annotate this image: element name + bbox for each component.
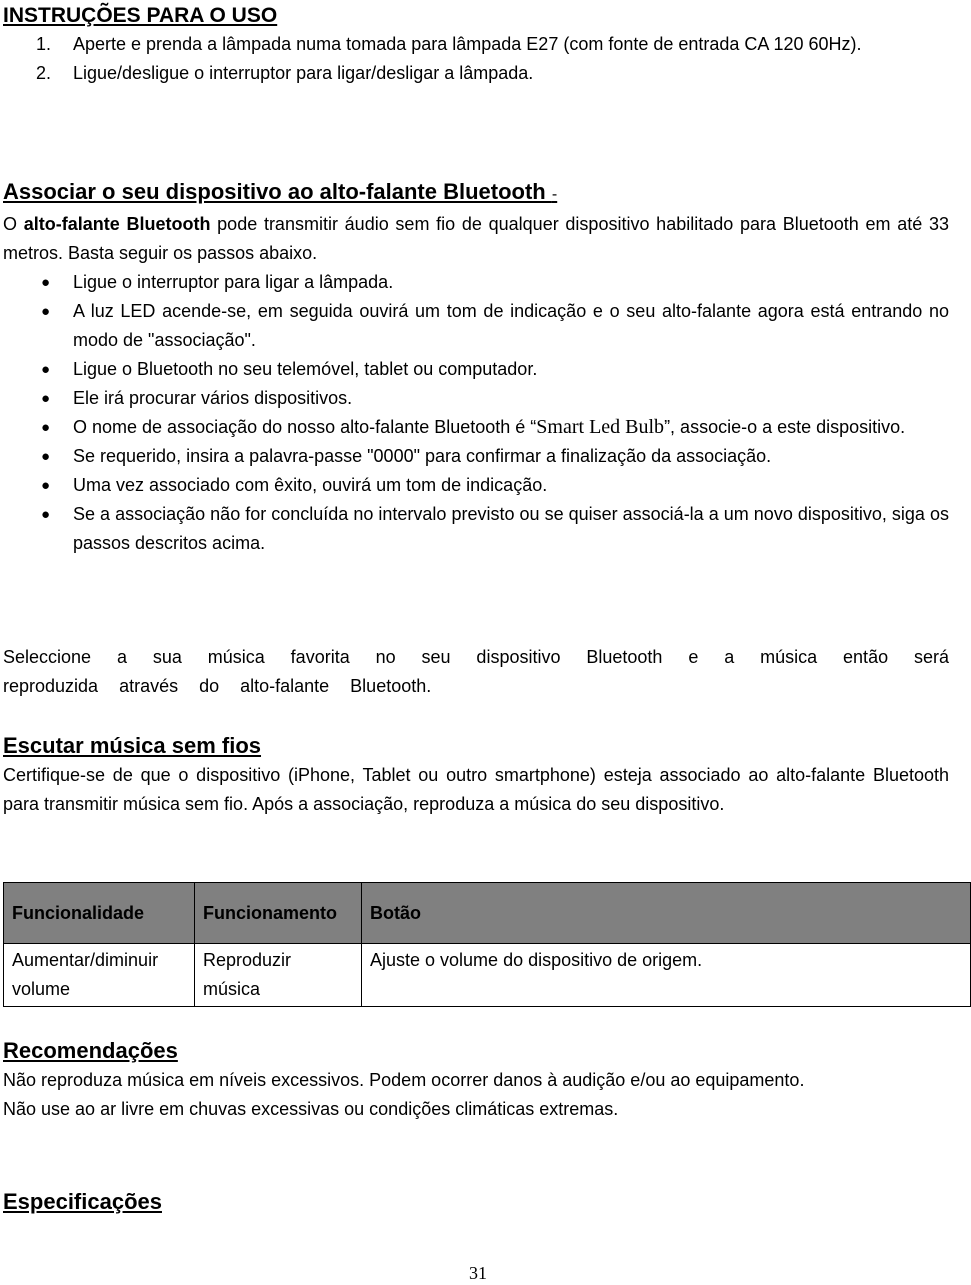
listen-section <box>3 731 949 819</box>
step-text: Se a associação não for concluída no intervalo previsto ou se quiser associá-la a um novo dispositivo, siga os passos descritos acima. <box>73 504 949 553</box>
intro-rest: pode transmitir áudio sem fio de qualquer dispositivo habilitado para Bluetooth em até 33 metros. Basta seguir os passos abaixo. <box>3 214 949 263</box>
associate-title <box>3 177 949 210</box>
table-cell: Aumentar/diminuir volume <box>4 944 195 1007</box>
bullet-icon: ● <box>41 477 51 494</box>
step-text: Ligue o interruptor para ligar a lâmpada. <box>73 272 394 292</box>
bullet-icon: ● <box>41 390 51 407</box>
list-number: 2. <box>36 63 52 83</box>
associate-section <box>3 177 949 558</box>
step-text: Uma vez associado com êxito, ouvirá um tom de indicação. <box>73 475 548 495</box>
page-number: 31 <box>469 1263 487 1283</box>
list-item <box>3 297 949 355</box>
column-header: Funcionalidade <box>4 883 195 944</box>
intro-prefix: O <box>3 214 24 234</box>
instructions-section <box>3 2 949 88</box>
list-item <box>3 355 949 384</box>
device-name: Smart Led Bulb <box>536 416 665 438</box>
associate-steps <box>3 268 949 558</box>
bullet-icon: ● <box>41 506 51 523</box>
bullet-icon: ● <box>41 303 51 320</box>
list-item <box>3 500 949 558</box>
instruction-text: Aperte e prenda a lâmpada numa tomada para lâmpada E27 (com fonte de entrada CA 120 60Hz). <box>73 34 862 54</box>
recommendations-section <box>3 1036 949 1124</box>
recommendation-line: Não reproduza música em níveis excessivos. Podem ocorrer danos à audição e/ou ao equipamento. <box>3 1070 805 1090</box>
list-item <box>3 268 949 297</box>
intro-bold: alto-falante Bluetooth <box>23 214 211 234</box>
specifications-title: Especificações <box>3 1189 162 1214</box>
instruction-text: Ligue/desligue o interruptor para ligar/desligar a lâmpada. <box>73 63 534 83</box>
listen-title: Escutar música sem fios <box>3 733 262 758</box>
step-text: Ligue o Bluetooth no seu telemóvel, tablet ou computador. <box>73 359 538 379</box>
bullet-icon: ● <box>41 274 51 291</box>
table-row <box>4 944 971 1007</box>
list-item <box>3 471 949 500</box>
listen-text: Certifique-se de que o dispositivo (iPhone, Tablet ou outro smartphone) esteja associado ao alto-falante Bluetooth para transmitir música sem fio. Após a associação, reproduza a música do seu dispositivo. <box>3 765 949 814</box>
step-text: ”, associe-o a este dispositivo. <box>664 417 906 437</box>
list-item <box>3 442 949 471</box>
bullet-icon: ● <box>41 419 51 436</box>
instruction-item-1 <box>3 30 949 59</box>
document-page <box>3 0 949 1283</box>
function-table <box>3 882 971 1007</box>
recommendations-title: Recomendações <box>3 1038 178 1063</box>
table-header-row <box>4 883 971 944</box>
list-number: 1. <box>36 34 52 54</box>
table-cell: Reproduzir música <box>195 944 362 1007</box>
instruction-item-2 <box>3 59 949 88</box>
step-text: A luz LED acende-se, em seguida ouvirá um tom de indicação e o seu alto-falante agora está entrando no modo de "associação". <box>73 301 949 350</box>
select-music-text: Seleccione a sua música favorita no seu dispositivo Bluetooth e a música então será reproduzida através do alto-falante Bluetooth. <box>3 647 949 696</box>
step-text: O nome de associação do nosso alto-falante Bluetooth é “ <box>73 417 537 437</box>
associate-title-dash: - <box>551 186 558 203</box>
table-cell: Ajuste o volume do dispositivo de origem. <box>362 944 971 1007</box>
associate-title-text: Associar o seu dispositivo ao alto-falante Bluetooth <box>3 179 552 204</box>
list-item <box>3 413 949 442</box>
specifications-section <box>3 1187 949 1217</box>
step-text: Ele irá procurar vários dispositivos. <box>73 388 353 408</box>
bullet-icon: ● <box>41 448 51 465</box>
column-header: Funcionamento <box>195 883 362 944</box>
list-item <box>3 384 949 413</box>
instructions-title: INSTRUÇÕES PARA O USO <box>3 4 278 27</box>
associate-intro <box>3 210 949 268</box>
step-text: Se requerido, insira a palavra-passe "0000" para confirmar a finalização da associação. <box>73 446 772 466</box>
recommendation-line: Não use ao ar livre em chuvas excessivas ou condições climáticas extremas. <box>3 1099 619 1119</box>
bullet-icon: ● <box>41 361 51 378</box>
column-header: Botão <box>362 883 971 944</box>
select-music-section <box>3 643 949 701</box>
function-table-section <box>3 882 971 1007</box>
instructions-list <box>3 30 949 88</box>
